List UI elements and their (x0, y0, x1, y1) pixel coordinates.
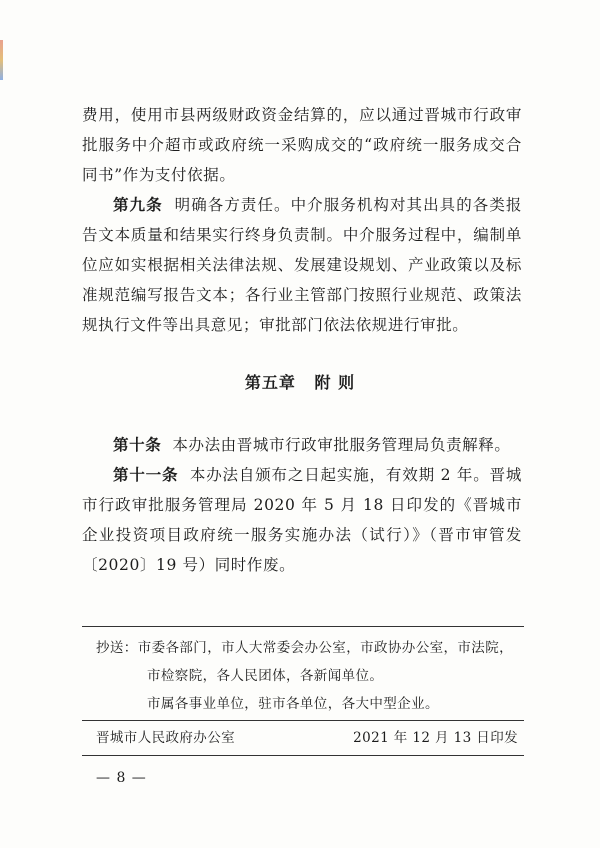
divider-middle (82, 720, 524, 721)
chapter-title: 附 则 (314, 373, 356, 392)
cc-label: 抄送： (96, 640, 138, 656)
issue-date: 2021 年 12 月 13 日印发 (353, 730, 518, 746)
issuer: 晋城市人民政府办公室 (96, 730, 235, 746)
chapter-heading (0, 370, 600, 393)
paragraph-text: 费用，使用市县两级财政资金结算的，应以通过晋城市行政审批服务中介超市或政府统一采购成交的“政府统一服务成交合同书”作为支付依据。 (82, 106, 522, 184)
paragraph-continuation (82, 100, 522, 190)
divider-bottom (82, 755, 524, 756)
cc-line-3: 市属各事业单位，驻市各单位，各大中型企业。 (147, 696, 439, 712)
article-text: 本办法自颁布之日起实施，有效期 2 年。晋城市行政审批服务管理局 2020 年 5 月 18 日印发的《晋城市企业投资项目政府统一服务实施办法（试行）》（晋市审管发〔2020〕19 号）同时作废。 (82, 466, 522, 574)
page-number: — 8 — (96, 770, 147, 786)
article-text: 明确各方责任。中介服务机构对其出具的各类报告文本质量和结果实行终身负责制。中介服务过程中，编制单位应如实根据相关法律法规、发展建设规划、产业政策以及标准规范编写报告文本；各行业主管部门按照行业规范、政策法规执行文件等出具意见；审批部门依法依规进行审批。 (82, 196, 522, 334)
article-11 (82, 460, 522, 580)
cc-line-2: 市检察院，各人民团体，各新闻单位。 (147, 668, 384, 684)
article-text: 本办法由晋城市行政审批服务管理局负责解释。 (172, 436, 511, 454)
cc-recipients-1: 市委各部门，市人大常委会办公室，市政协办公室，市法院， (137, 640, 514, 656)
divider-top (82, 626, 524, 627)
article-heading: 第九条 (113, 196, 163, 214)
article-heading: 第十一条 (113, 466, 179, 484)
scan-edge-mark (0, 40, 3, 80)
article-heading: 第十条 (113, 436, 162, 454)
article-9 (82, 190, 522, 340)
article-10 (82, 430, 522, 460)
cc-line-1 (96, 634, 516, 662)
issuance-footer (96, 726, 518, 746)
chapter-number: 第五章 (244, 373, 296, 392)
